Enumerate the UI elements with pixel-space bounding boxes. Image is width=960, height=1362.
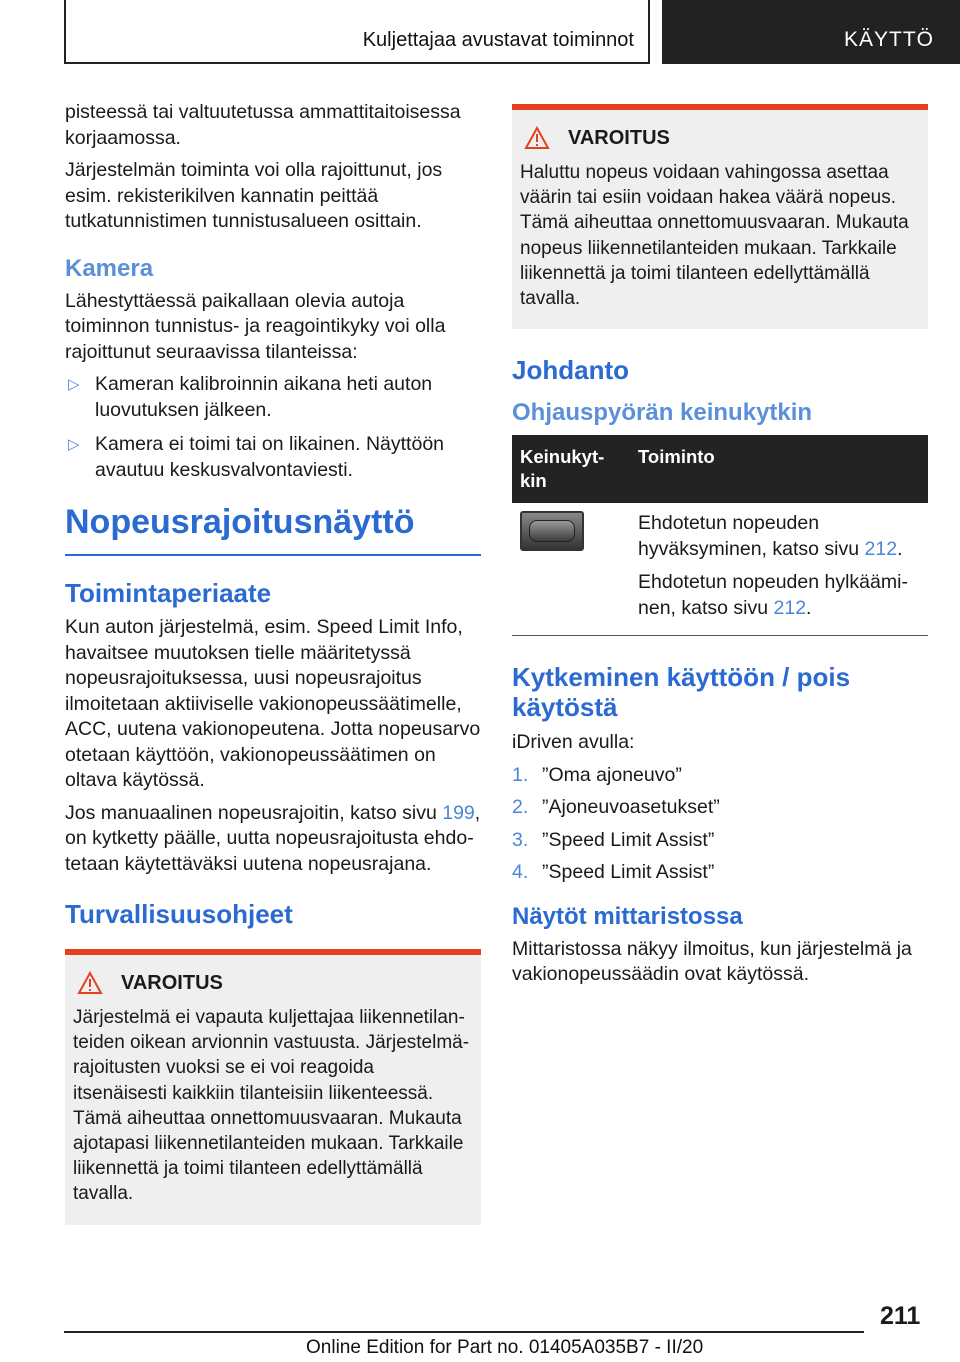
paragraph: Jos manuaalinen nopeusrajoitin, katso sivu 199, on kytketty päälle, uutta nopeusrajoitusta ehdotetaan käytettäväksi uutena nopeusrajana.	[65, 801, 481, 875]
table-header-cell: Toiminto	[630, 435, 928, 503]
intro-heading: Johdanto	[512, 355, 629, 386]
paragraph: Mittaristossa näkyy ilmoitus, kun järjestelmä ja vakionopeussäädin ovat käytössä.	[512, 937, 912, 986]
footer-edition: Online Edition for Part no. 01405A035B7 - II/20	[306, 1337, 704, 1358]
toiminta-heading: Toimintaperiaate	[65, 578, 272, 608]
rocker-switch-icon	[520, 511, 584, 551]
paragraph: Lähestyttäessä paikallaan olevia autoja toiminnon tunnistus- ja reagointikyky voi olla rajoittunut seuraavissa tilanteissa:	[65, 289, 446, 363]
paragraph: Ehdotetun nopeuden hylkääminen, katso sivu 212.	[638, 571, 908, 619]
page-number: 211	[880, 1302, 921, 1330]
list-item: 2. ”Ajoneuvoasetukset”	[512, 796, 720, 819]
header-section-title: Kuljettajaa avustavat toiminnot	[362, 29, 634, 51]
table-row	[512, 503, 928, 636]
warning-triangle-icon	[77, 971, 103, 995]
list-item: 3. ”Speed Limit Assist”	[512, 828, 715, 851]
list-item: ▷ Kameran kalibroinnin aikana heti auton luovutuksen jälkeen.	[68, 373, 433, 421]
steps-list	[512, 763, 928, 886]
footer-divider	[64, 1331, 864, 1333]
warning-text: Järjestelmä ei vapauta kuljettajaa liikennetilanteiden oikean arvionnin vastuusta. Järjestelmärajoitusten vuoksi se ei voi reagoida itsenäisesti kaikkiin tilanteisiin liikenteessä. Tämä aiheuttaa onnettomuusvaaran. Mukauta ajotapasi liikennetilanteiden mukaan. Tarkkaile liikennettä ja toimi tilanteen edellyttämällä tavalla.	[73, 1007, 470, 1205]
warning-title: VAROITUS	[73, 971, 473, 995]
kamera-heading: Kamera	[65, 254, 154, 282]
warning-text: Haluttu nopeus voidaan vahingossa asettaa väärin tai esiin voidaan hakea väärä nopeus. Tämä aiheuttaa onnettomuusvaaran. Mukauta nopeus liikennetilanteiden mukaan. Tarkkaile liikennettä ja toimi tilanteen edellyttämällä tavalla.	[520, 162, 909, 310]
rocker-table	[512, 435, 928, 636]
warning-title: VAROITUS	[520, 126, 920, 150]
paragraph: Kun auton järjestelmä, esim. Speed Limit Info, havaitsee muutoksen tielle määritetyssä nopeusrajoituksessa, uusi nopeusrajoitus ilmoitetaan aktiiviselle vakionopeussäätimelle, ACC, uutena vakionopeutena. Jotta nopeusarvo otetaan käyttöön, vakionopeussäätimen on oltava käytössä.	[65, 616, 481, 791]
display-heading: Näytöt mittaristossa	[512, 902, 743, 930]
page-title: Nopeusrajoitusnäyttö	[65, 503, 481, 556]
right-column	[512, 104, 928, 995]
paragraph: Järjestelmän toiminta voi olla rajoittunut, jos esim. rekisterikilven kannatin peittää tutkatunnistimen tunnistusalueen osittain.	[65, 159, 443, 232]
triangle-bullet-icon: ▷	[68, 376, 80, 393]
safety-heading: Turvallisuusohjeet	[65, 899, 293, 929]
page-link-199[interactable]: 199	[442, 801, 475, 824]
header-chapter: KÄYTTÖ	[844, 28, 935, 51]
enable-heading: Kytkeminen käyttöön / pois käytöstä	[512, 662, 851, 723]
table-header-cell: Keinukytkin	[512, 435, 630, 503]
table-header-row	[512, 435, 928, 503]
left-column	[65, 100, 481, 1235]
page-link-212[interactable]: 212	[773, 596, 807, 619]
list-item: ▷ Kamera ei toimi tai on likainen. Näyttöön avautuu keskusvalvontaviesti.	[68, 433, 445, 481]
paragraph: pisteessä tai valtuutetussa ammattitaitoisessa korjaamossa.	[65, 101, 461, 149]
table-cell	[630, 503, 928, 636]
warning-box	[512, 104, 928, 329]
header-chapter-box	[662, 0, 960, 64]
list-item: 1. ”Oma ajoneuvo”	[512, 763, 682, 786]
list-item: 4. ”Speed Limit Assist”	[512, 861, 715, 884]
paragraph: iDriven avulla:	[512, 731, 635, 754]
bullet-list	[65, 372, 481, 483]
header-section-box	[64, 0, 650, 64]
warning-triangle-icon	[524, 126, 550, 150]
warning-box	[65, 949, 481, 1225]
paragraph: Ehdotetun nopeuden hyväksyminen, katso sivu 212.	[638, 512, 903, 560]
page-link-212[interactable]: 212	[864, 537, 898, 560]
triangle-bullet-icon: ▷	[68, 436, 80, 453]
rocker-heading: Ohjauspyörän keinukytkin	[512, 399, 813, 427]
table-cell	[512, 503, 630, 636]
